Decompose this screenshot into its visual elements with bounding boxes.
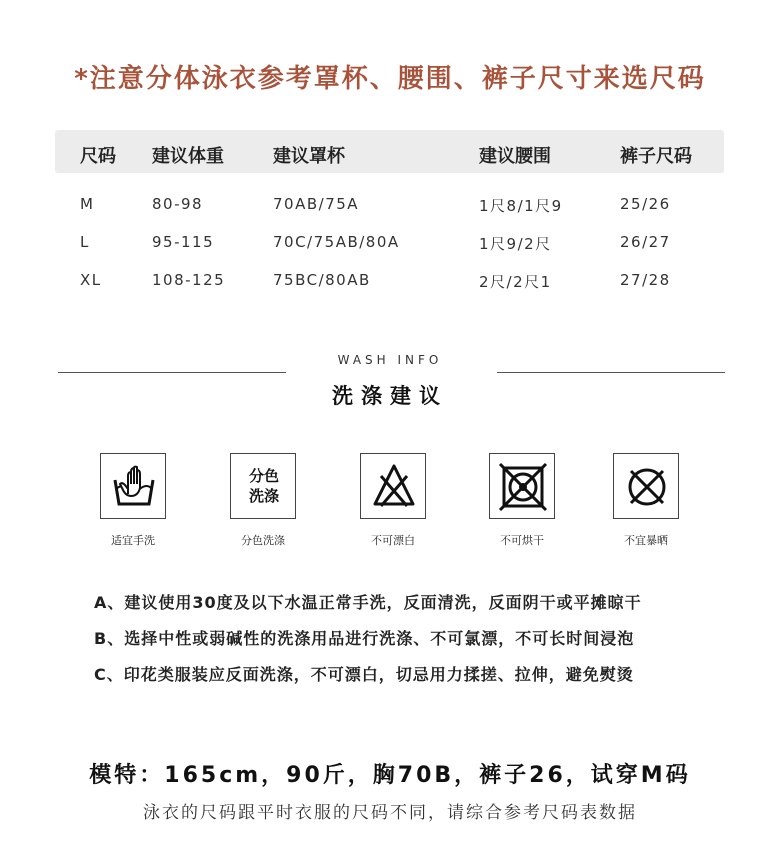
no-tumble-dry-icon (489, 453, 555, 519)
row-l-waist: 1尺9/2尺 (479, 235, 552, 253)
row-xl-pants: 27/28 (620, 271, 671, 289)
row-l-cup: 70C/75AB/80A (273, 233, 400, 251)
header-waist: 建议腰围 (479, 146, 551, 167)
separate-wash-label: 分色洗涤 (241, 534, 285, 547)
size-notice: *注意分体泳衣参考罩杯、腰围、裤子尺寸来选尺码 (74, 64, 706, 94)
header-size: 尺码 (80, 146, 116, 167)
hand-wash-icon (100, 453, 166, 519)
no-bleach-icon (360, 453, 426, 519)
row-m-pants: 25/26 (620, 195, 671, 213)
no-sun-dry-icon (613, 453, 679, 519)
row-xl-waist: 2尺/2尺1 (479, 273, 552, 291)
row-xl-weight: 108-125 (152, 271, 226, 289)
model-note: 泳衣的尺码跟平时衣服的尺码不同，请综合参考尺码表数据 (143, 803, 637, 823)
hand-wash-label: 适宜手洗 (111, 534, 155, 547)
no-bleach-label: 不可漂白 (371, 534, 415, 547)
care-instruction-c: C、印花类服装应反面洗涤，不可漂白，切忌用力揉搓、拉伸，避免熨烫 (94, 665, 634, 684)
no-tumble-dry-label: 不可烘干 (500, 534, 544, 547)
care-instruction-a: A、建议使用30度及以下水温正常手洗，反面清洗，反面阴干或平摊晾干 (94, 593, 642, 612)
care-instruction-b: B、选择中性或弱碱性的洗涤用品进行洗涤、不可氯漂，不可长时间浸泡 (94, 629, 635, 648)
row-m-cup: 70AB/75A (273, 195, 360, 213)
header-weight: 建议体重 (152, 146, 224, 167)
row-xl-size: XL (80, 271, 102, 289)
row-l-weight: 95-115 (152, 233, 215, 251)
row-m-weight: 80-98 (152, 195, 204, 213)
no-sun-dry-label: 不宜暴晒 (624, 534, 668, 547)
row-xl-cup: 75BC/80AB (273, 271, 371, 289)
divider-right (497, 372, 725, 373)
wash-info-title-cn: 洗涤建议 (332, 384, 448, 408)
header-cup: 建议罩杯 (273, 146, 345, 167)
row-l-pants: 26/27 (620, 233, 671, 251)
separate-wash-text-line1: 分色 (248, 467, 279, 485)
header-pants-size: 裤子尺码 (620, 146, 692, 167)
separate-wash-icon (230, 453, 296, 519)
divider-left (58, 372, 286, 373)
model-info: 模特：165cm，90斤，胸70B，裤子26，试穿M码 (89, 763, 691, 788)
row-l-size: L (80, 233, 90, 251)
row-m-waist: 1尺8/1尺9 (479, 197, 563, 215)
wash-info-title-en: WASH INFO (337, 353, 443, 367)
row-m-size: M (80, 195, 95, 213)
separate-wash-text-line2: 洗涤 (248, 487, 279, 505)
